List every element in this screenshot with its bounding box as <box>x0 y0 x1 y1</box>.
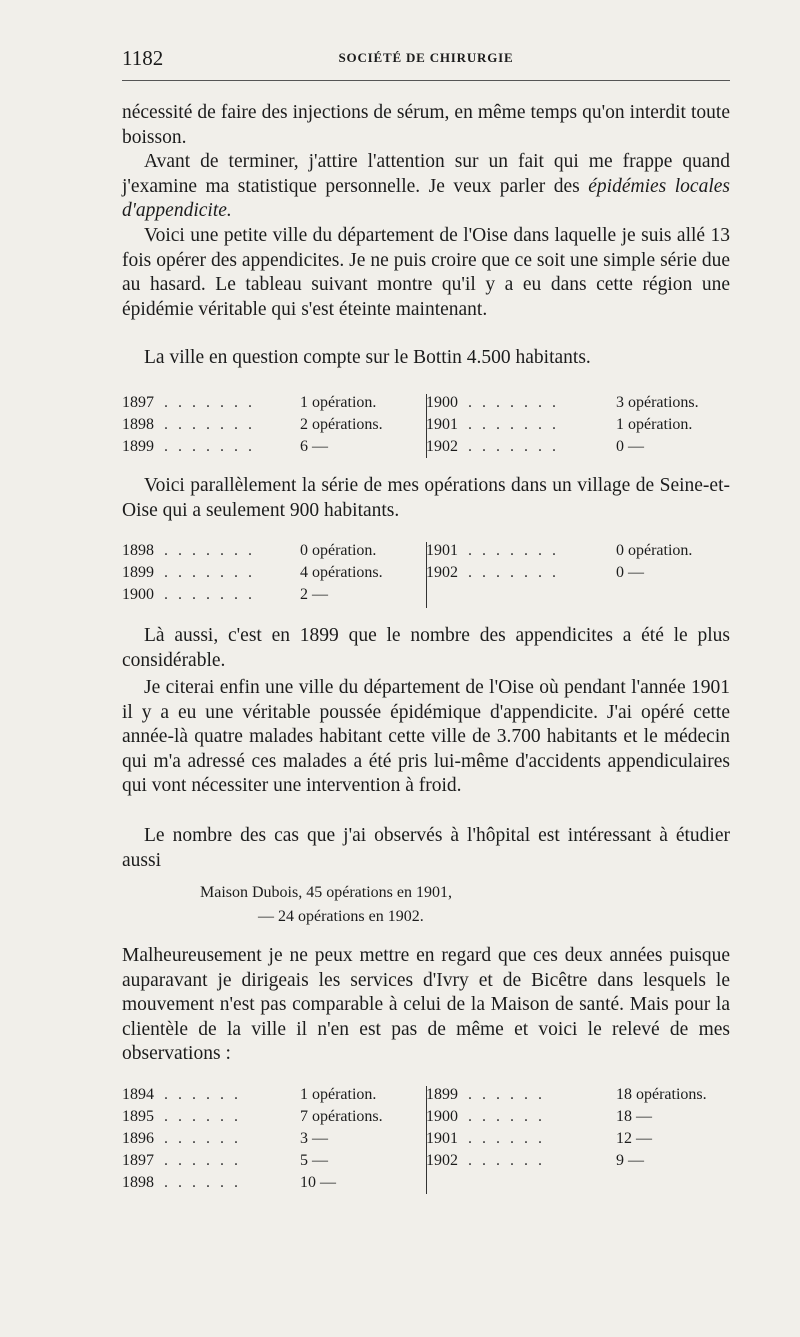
paragraph-9: Malheureusement je ne peux mettre en regard que ces deux années puisque auparavant je dirigeais les services d'Ivry et de Bicêtre dans lesquels le mouvement n'est pas comparable à celui de la Maison de santé. Mais pour la clientèle de la ville il n'en est pas de même et voici le relevé de mes observations : <box>122 945 730 1065</box>
table-clientele-left <box>122 1084 412 1194</box>
table-village-right <box>426 540 730 584</box>
table-oise-town-right <box>426 392 730 458</box>
running-head: SOCIÉTÉ DE CHIRURGIE <box>338 50 514 65</box>
table-row: 1898 . . . . . . . 2 opérations. <box>122 416 383 433</box>
table-row: 1898 . . . . . . . 0 opération. <box>122 542 377 559</box>
table-village-left <box>122 540 412 606</box>
table-row: 1897 . . . . . . 5 — <box>122 1152 328 1169</box>
paragraph-5: Voici parallèlement la série de mes opérations dans un village de Seine-et-Oise qui a seulement 900 habitants. <box>122 475 730 521</box>
page-number: 1182 <box>122 46 164 70</box>
table-row: 1896 . . . . . . 3 — <box>122 1130 328 1147</box>
table-row: 1895 . . . . . . 7 opérations. <box>122 1108 383 1125</box>
paragraph-8: Le nombre des cas que j'ai observés à l'hôpital est intéressant à étudier aussi <box>122 825 730 871</box>
table-seine-et-oise-village <box>122 540 730 608</box>
table-oise-town-left <box>122 392 412 458</box>
paragraph-2-italic: épidémies locales d'appendicite. <box>122 175 730 222</box>
header-rule <box>122 80 730 81</box>
table-row: 1900 . . . . . . 18 — <box>426 1108 652 1125</box>
table-row: 1899 . . . . . . . 4 opérations. <box>122 564 383 581</box>
table-clientele-right <box>426 1084 730 1172</box>
page-header <box>122 42 730 72</box>
paragraph-6: Là aussi, c'est en 1899 que le nombre des appendicites a été le plus considérable. <box>122 625 730 671</box>
table-row: 1900 . . . . . . . 2 — <box>122 586 328 603</box>
table-oise-town <box>122 392 730 460</box>
paragraph-3: Voici une petite ville du département de l'Oise dans laquelle je suis allé 13 fois opérer des appendicites. Je ne puis croire que ce soit une simple série due au hasard. Le tableau suivant montre qu'il y a eu dans cette région une épidémie véritable qui s'est éteinte maintenant. <box>122 225 730 320</box>
table-row: 1900 . . . . . . . 3 opérations. <box>426 394 699 411</box>
paragraph-4: La ville en question compte sur le Bottin 4.500 habitants. <box>144 347 591 368</box>
table-row: 1901 . . . . . . 12 — <box>426 1130 652 1147</box>
table-row: 1899 . . . . . . 18 opérations. <box>426 1086 707 1103</box>
paragraph-7: Je citerai enfin une ville du département de l'Oise où pendant l'année 1901 il y a eu une véritable poussée épidémique d'appendicite. J'ai opéré cette année-là quatre malades habitant cette ville de 3.700 habitants et le médecin qui m'a adressé ces malades a été pris lui-même d'accidents appendiculaires qui vont nécessiter une intervention à froid. <box>122 677 730 797</box>
maison-dubois-line-1: Maison Dubois, 45 opérations en 1901, <box>200 884 452 901</box>
table-row: 1898 . . . . . . 10 — <box>122 1174 336 1191</box>
table-row: 1894 . . . . . . 1 opération. <box>122 1086 377 1103</box>
table-row: 1901 . . . . . . . 0 opération. <box>426 542 693 559</box>
paragraph-2 <box>122 150 730 224</box>
maison-dubois-lines <box>122 882 730 930</box>
maison-dubois-line-2: — 24 opérations en 1902. <box>258 908 424 925</box>
paragraph-1: nécessité de faire des injections de sérum, en même temps qu'on interdit toute boisson. <box>122 102 730 148</box>
table-row: 1902 . . . . . . . 0 — <box>426 564 644 581</box>
table-row: 1897 . . . . . . . 1 opération. <box>122 394 377 411</box>
table-row: 1902 . . . . . . 9 — <box>426 1152 644 1169</box>
table-row: 1899 . . . . . . . 6 — <box>122 438 328 455</box>
paragraph-2-text: Avant de terminer, j'attire l'attention sur un fait qui me frappe quand j'examine ma statistique personnelle. Je veux parler des <box>122 151 730 197</box>
table-city-clientele <box>122 1084 730 1196</box>
table-row: 1901 . . . . . . . 1 opération. <box>426 416 693 433</box>
table-row: 1902 . . . . . . . 0 — <box>426 438 644 455</box>
